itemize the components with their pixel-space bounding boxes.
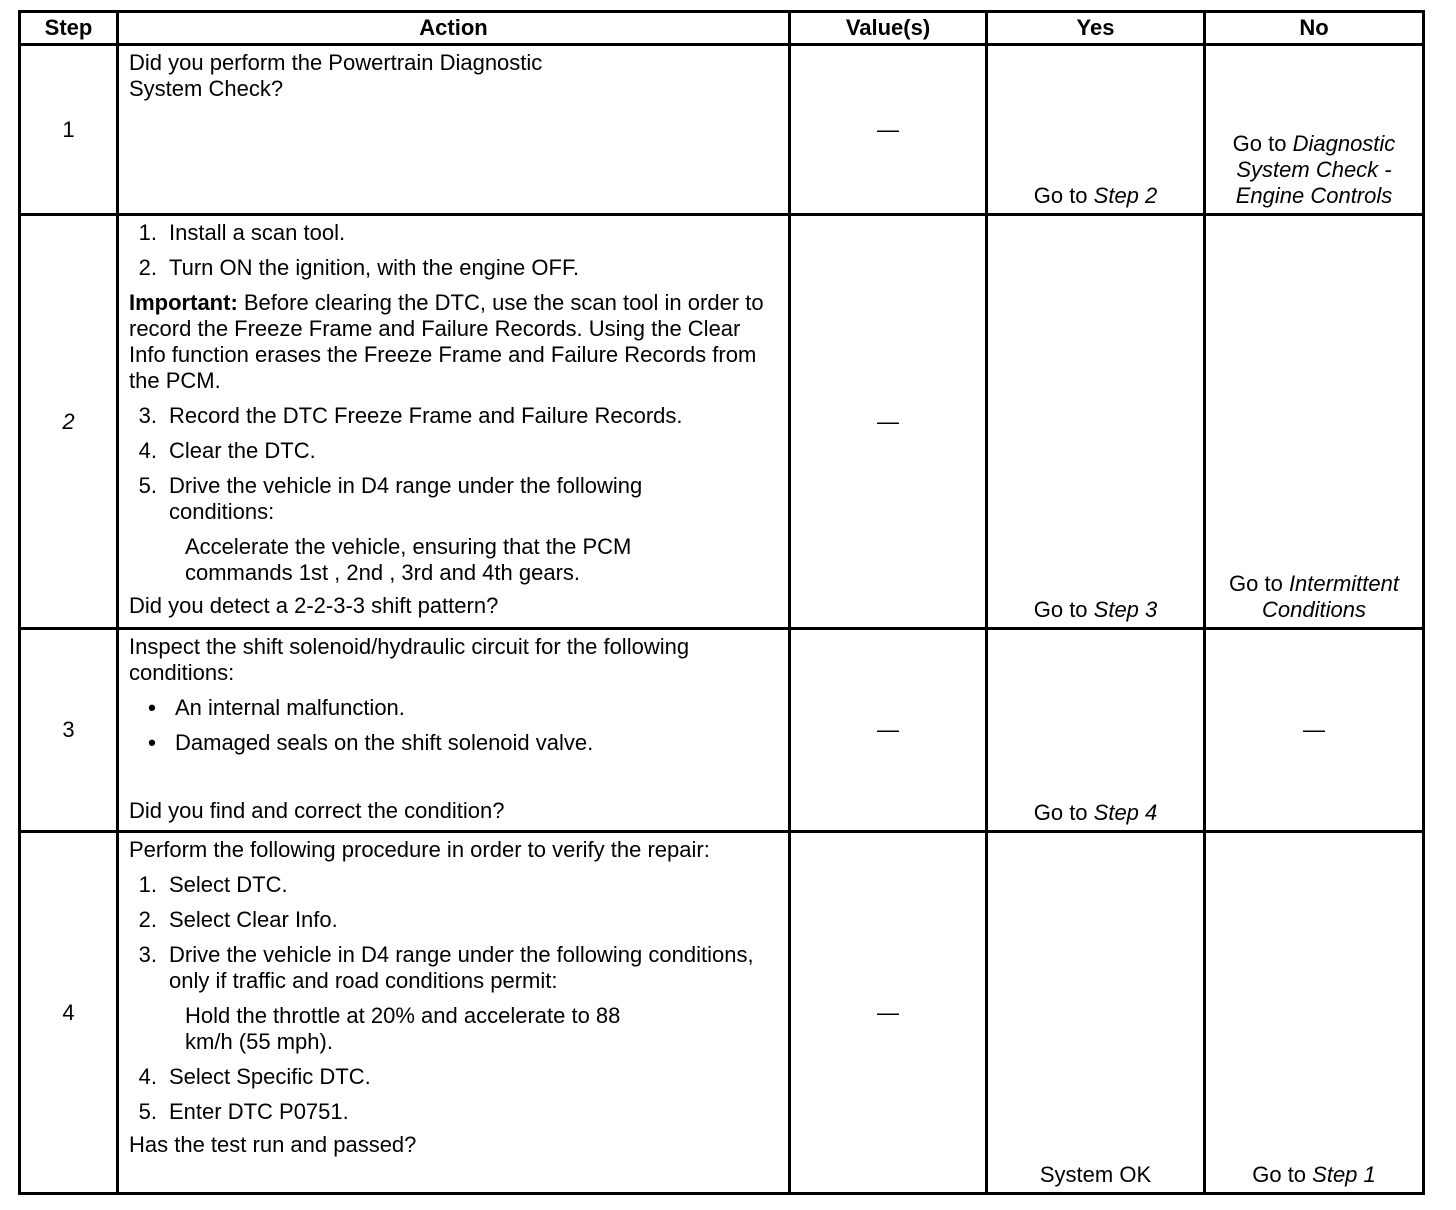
yes-prefix: Go to	[1033, 183, 1094, 208]
value-cell	[790, 45, 987, 215]
bullet-item	[129, 695, 778, 721]
action-intro: Perform the following procedure in order to verify the repair:	[129, 837, 710, 862]
list-item	[129, 255, 778, 281]
list-item	[129, 942, 778, 994]
action-cell	[118, 832, 790, 1194]
bullet-item	[129, 730, 778, 756]
important-label: Important:	[129, 290, 238, 315]
list-text: Enter DTC P0751.	[169, 1099, 349, 1124]
list-text: Drive the vehicle in D4 range under the following conditions, only if traffic and road conditions permit:	[169, 942, 754, 993]
no-prefix: Go to	[1229, 571, 1289, 596]
action-intro: Inspect the shift solenoid/hydraulic circuit for the following conditions:	[129, 634, 690, 685]
action-intro: Did you perform the Powertrain Diagnostic System Check?	[129, 50, 543, 101]
header-values: Value(s)	[790, 12, 987, 45]
header-row	[20, 12, 1424, 45]
step-number	[20, 45, 118, 215]
no-dash: —	[1303, 717, 1325, 742]
yes-prefix: Go to	[1033, 597, 1094, 622]
important-note	[129, 290, 778, 394]
value-cell	[790, 215, 987, 629]
no-target-link[interactable]: Step 1	[1312, 1162, 1376, 1187]
list-item	[129, 872, 778, 898]
step-number	[20, 215, 118, 629]
bullet-text: Damaged seals on the shift solenoid valve.	[175, 730, 594, 755]
list-number: 3.	[138, 942, 157, 967]
list-item	[129, 438, 778, 464]
table-row	[20, 629, 1424, 832]
value-dash: —	[877, 116, 899, 142]
yes-text: System OK	[1039, 1162, 1152, 1187]
list-item	[129, 1064, 778, 1090]
step-number-text: 1	[62, 116, 75, 142]
list-number: 5.	[138, 473, 157, 498]
step-number	[20, 629, 118, 832]
bullet-icon: •	[148, 695, 156, 720]
diagnostic-table	[18, 10, 1425, 1195]
yes-cell	[987, 45, 1205, 215]
sub-instruction: Hold the throttle at 20% and accelerate to 88 km/h (55 mph).	[185, 1003, 621, 1054]
yes-target-link[interactable]: Step 4	[1093, 800, 1158, 825]
yes-cell	[987, 215, 1205, 629]
action-cell	[118, 45, 790, 215]
step-number-text: 3	[62, 717, 75, 742]
no-cell	[1205, 45, 1424, 215]
header-action: Action	[118, 12, 790, 45]
list-number: 3.	[138, 403, 157, 428]
step-number-text: 4	[62, 999, 75, 1025]
header-yes: Yes	[987, 12, 1205, 45]
list-item	[129, 907, 778, 933]
list-item	[129, 403, 778, 429]
action-question: Did you detect a 2-2-3-3 shift pattern?	[129, 593, 499, 618]
yes-target-link[interactable]: Step 2	[1093, 183, 1158, 208]
table-row	[20, 832, 1424, 1194]
action-cell	[118, 215, 790, 629]
list-number: 4.	[138, 438, 157, 463]
sub-instruction: Accelerate the vehicle, ensuring that the PCM commands 1st , 2nd , 3rd and 4th gears.	[185, 534, 632, 585]
list-number: 1.	[138, 872, 157, 897]
list-text: Select Specific DTC.	[169, 1064, 371, 1089]
no-cell	[1205, 832, 1424, 1194]
list-number: 2.	[138, 907, 157, 932]
list-text: Select Clear Info.	[169, 907, 338, 932]
table-row	[20, 215, 1424, 629]
no-prefix: Go to	[1232, 131, 1293, 156]
list-text: Clear the DTC.	[169, 438, 316, 463]
action-question: Did you find and correct the condition?	[129, 798, 505, 823]
list-item	[129, 220, 778, 246]
bullet-icon: •	[148, 730, 156, 755]
yes-cell	[987, 629, 1205, 832]
value-dash: —	[877, 999, 899, 1025]
list-text: Select DTC.	[169, 872, 288, 897]
value-cell	[790, 629, 987, 832]
table-row	[20, 45, 1424, 215]
important-text: Before clearing the DTC, use the scan tool in order to record the Freeze Frame and Failure Records. Using the Clear Info function erases the Freeze Frame and Failure Records from the PCM.	[129, 290, 764, 393]
value-cell	[790, 832, 987, 1194]
yes-cell	[987, 832, 1205, 1194]
no-target-link[interactable]: Diagnostic System Check - Engine Controls	[1235, 131, 1396, 208]
bullet-text: An internal malfunction.	[175, 695, 405, 720]
list-number: 4.	[138, 1064, 157, 1089]
list-text: Drive the vehicle in D4 range under the following conditions:	[169, 473, 643, 524]
list-item	[129, 473, 778, 525]
header-step: Step	[20, 12, 118, 45]
list-text: Install a scan tool.	[169, 220, 346, 245]
value-dash: —	[877, 408, 899, 434]
list-number: 1.	[138, 220, 157, 245]
no-cell	[1205, 215, 1424, 629]
value-dash: —	[877, 717, 899, 742]
action-cell	[118, 629, 790, 832]
action-question: Has the test run and passed?	[129, 1132, 417, 1157]
yes-target-link[interactable]: Step 3	[1093, 597, 1158, 622]
no-target-link[interactable]: Intermittent Conditions	[1262, 571, 1399, 622]
step-number-text: 2	[62, 408, 75, 434]
list-item	[129, 1099, 778, 1125]
diagnostic-table-document	[18, 10, 1422, 1194]
list-number: 2.	[138, 255, 157, 280]
step-number	[20, 832, 118, 1194]
list-text: Record the DTC Freeze Frame and Failure Records.	[169, 403, 683, 428]
no-cell	[1205, 629, 1424, 832]
list-number: 5.	[138, 1099, 157, 1124]
yes-prefix: Go to	[1033, 800, 1094, 825]
no-prefix: Go to	[1252, 1162, 1313, 1187]
header-no: No	[1205, 12, 1424, 45]
list-text: Turn ON the ignition, with the engine OFF.	[169, 255, 580, 280]
